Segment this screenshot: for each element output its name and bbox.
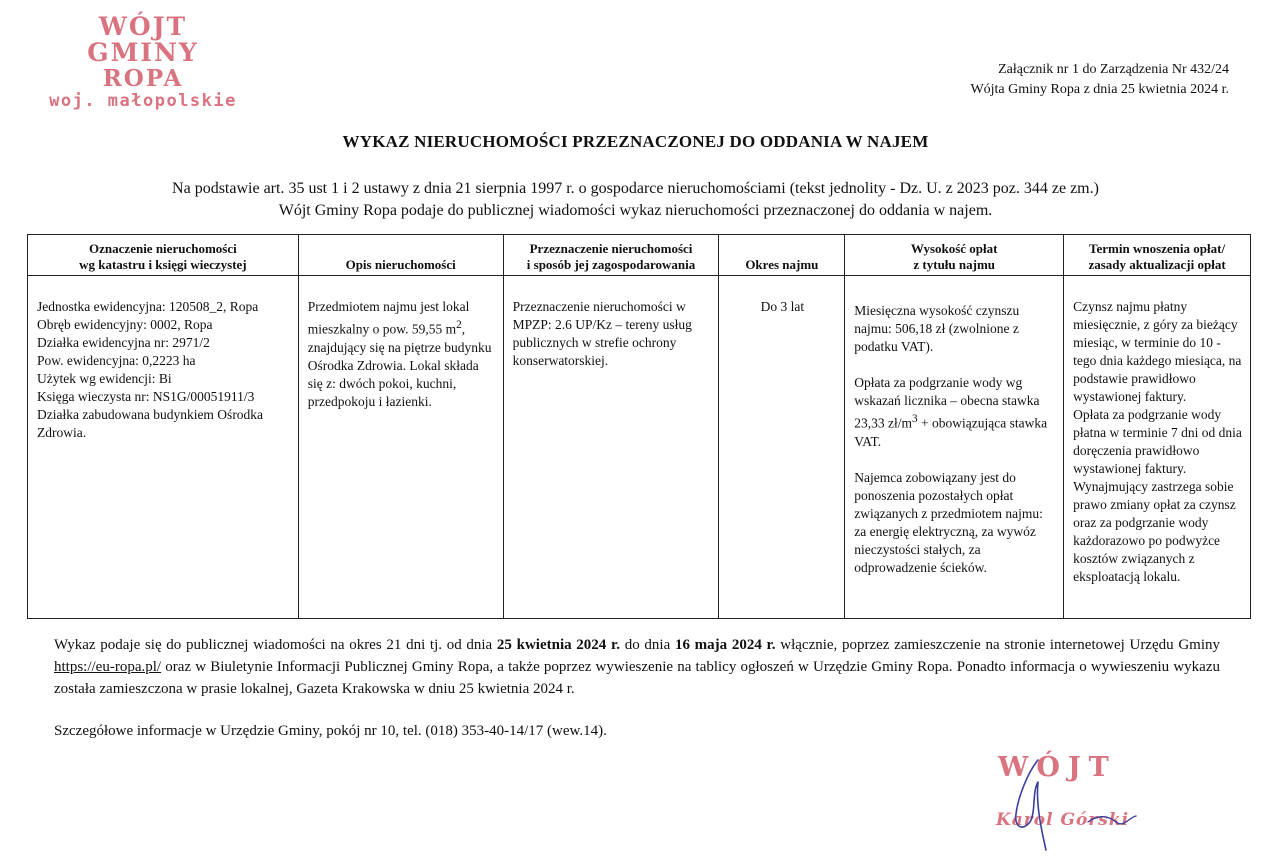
attachment-line-1: Załącznik nr 1 do Zarządzenia Nr 432/24 xyxy=(998,62,1229,77)
signature-stamp-title: WÓJT xyxy=(998,752,1117,783)
stamp-line-2: ROPA xyxy=(102,64,184,92)
signature-stamp-name: Karol Górski xyxy=(996,810,1130,830)
table-row xyxy=(28,276,1251,619)
cell-purpose: Przeznaczenie nieruchomości w MPZP: 2.6 UP/Kz – tereny usług publicznych w strefie ochrony konserwatorskiej. xyxy=(503,276,719,619)
document-title: WYKAZ NIERUCHOMOŚCI PRZEZNACZONEJ DO ODDANIA W NAJEM xyxy=(342,132,929,151)
header-payment-terms: Termin wnoszenia opłat/ zasady aktualizacji opłat xyxy=(1064,235,1251,276)
legal-basis-line-1: Na podstawie art. 35 ust 1 i 2 ustawy z dnia 21 sierpnia 1997 r. o gospodarce nieruchomościami (tekst jednolity - Dz. U. z 2023 poz. 344 ze zm.) xyxy=(172,180,1099,197)
legal-basis-line-2: Wójt Gminy Ropa podaje do publicznej wiadomości wykaz nieruchomości przeznaczonej do oddania w najem. xyxy=(278,202,993,219)
fee-update-terms: Wynajmujący zastrzega sobie prawo zmiany opłat za czynsz oraz za podgrzanie wody każdorazowo po podwyżce kosztów związanych z eksploatacją lokalu. xyxy=(1073,479,1236,584)
rent-amount: Miesięczna wysokość czynszu najmu: 506,18 zł (zwolnione z podatku VAT). xyxy=(854,303,1020,354)
date-to: 16 maja 2024 r. xyxy=(674,637,776,653)
cell-designation xyxy=(28,276,299,619)
website-link[interactable]: https://eu-ropa.pl/ xyxy=(54,659,162,675)
signature-stamp xyxy=(988,752,1168,852)
cell-payment-terms xyxy=(1064,276,1251,619)
land-register: Księga wieczysta nr: NS1G/00051911/3 xyxy=(37,389,255,404)
building-note: Działka zabudowana budynkiem Ośrodka Zdrowia. xyxy=(37,407,264,440)
handwritten-signature xyxy=(988,752,1168,852)
header-designation: Oznaczenie nieruchomości wg katastru i księgi wieczystej xyxy=(28,235,299,276)
land-use: Użytek wg ewidencji: Bi xyxy=(37,371,172,386)
plot-area: Pow. ewidencyjna: 0,2223 ha xyxy=(37,353,196,368)
water-heating-fee: Opłata za podgrzanie wody wg wskazań licznika – obecna stawka 23,33 $zł/m^3$ + obowiązująca stawka VAT. xyxy=(854,375,1048,449)
stamp-line-3: woj. małopolskie xyxy=(49,90,237,111)
attachment-note xyxy=(970,60,1229,100)
legal-basis xyxy=(0,178,1271,222)
cadastral-unit: Jednostka ewidencyjna: 120508_2, Ropa xyxy=(37,299,259,314)
header-fees: Wysokość opłat z tytułu najmu xyxy=(845,235,1064,276)
stamp-line-1: WÓJT GMINY xyxy=(87,12,199,68)
other-fees: Najemca zobowiązany jest do ponoszenia pozostałych opłat związanych z przedmiotem najmu: za energię elektryczną, za wywóz nieczystości stałych, za odprowadzenie ścieków. xyxy=(854,469,1043,575)
cadastral-precinct: Obręb ewidencyjny: 0002, Ropa xyxy=(37,317,213,332)
rent-payment-terms: Czynsz najmu płatny miesięcznie, z góry za bieżący miesiąc, w terminie do 10 - tego dnia każdego miesiąca, na podstawie prawidłowo wystawionej faktury. xyxy=(1073,299,1242,404)
header-purpose: Przeznaczenie nieruchomości i sposób jej zagospodarowania xyxy=(503,235,719,276)
publication-notice: Wykaz podaje się do publicznej wiadomości na okres 21 dni tj. od dnia 25 kwietnia 2024 r. do dnia 16 maja 2024 r. włącznie, poprzez zamieszczenie na stronie internetowej Urzędu Gminy https://eu-ropa.pl/ oraz w Biuletynie Informacji Publicznej Gminy Ropa, a także poprzez wywieszenie na tablicy ogłoszeń w Urzędzie Gminy Ropa. Ponadto informacja o wywieszeniu wykazu została zamieszczona w prasie lokalnej, Gazeta Krakowska w dniu 25 kwietnia 2024 r. xyxy=(54,637,1220,697)
plot-number: Działka ewidencyjna nr: 2971/2 xyxy=(37,335,210,350)
attachment-line-2: Wójta Gminy Ropa z dnia 25 kwietnia 2024 r. xyxy=(970,82,1229,97)
header-description: Opis nieruchomości xyxy=(298,235,503,276)
cell-fees xyxy=(845,276,1064,619)
date-from: 25 kwietnia 2024 r. xyxy=(496,637,621,653)
municipality-stamp xyxy=(38,14,248,110)
cell-description: Przedmiotem najmu jest lokal mieszkalny o pow. 59,55 $m^2$, znajdujący się na piętrze budynku Ośrodka Zdrowia. Lokal składa się z: dwóch pokoi, kuchni, przedpokoju i łazienki. xyxy=(298,276,503,619)
contact-details: Szczegółowe informacje w Urzędzie Gminy, pokój nr 10, tel. (018) 353-40-14/17 (wew.14). xyxy=(54,723,607,739)
water-payment-terms: Opłata za podgrzanie wody płatna w terminie 7 dni od dnia doręczenia prawidłowo wystawionej faktury. xyxy=(1073,407,1242,476)
property-table xyxy=(27,234,1251,619)
header-lease-period: Okres najmu xyxy=(719,235,845,276)
cell-lease-period: Do 3 lat xyxy=(719,276,845,619)
table-header-row xyxy=(28,235,1251,276)
